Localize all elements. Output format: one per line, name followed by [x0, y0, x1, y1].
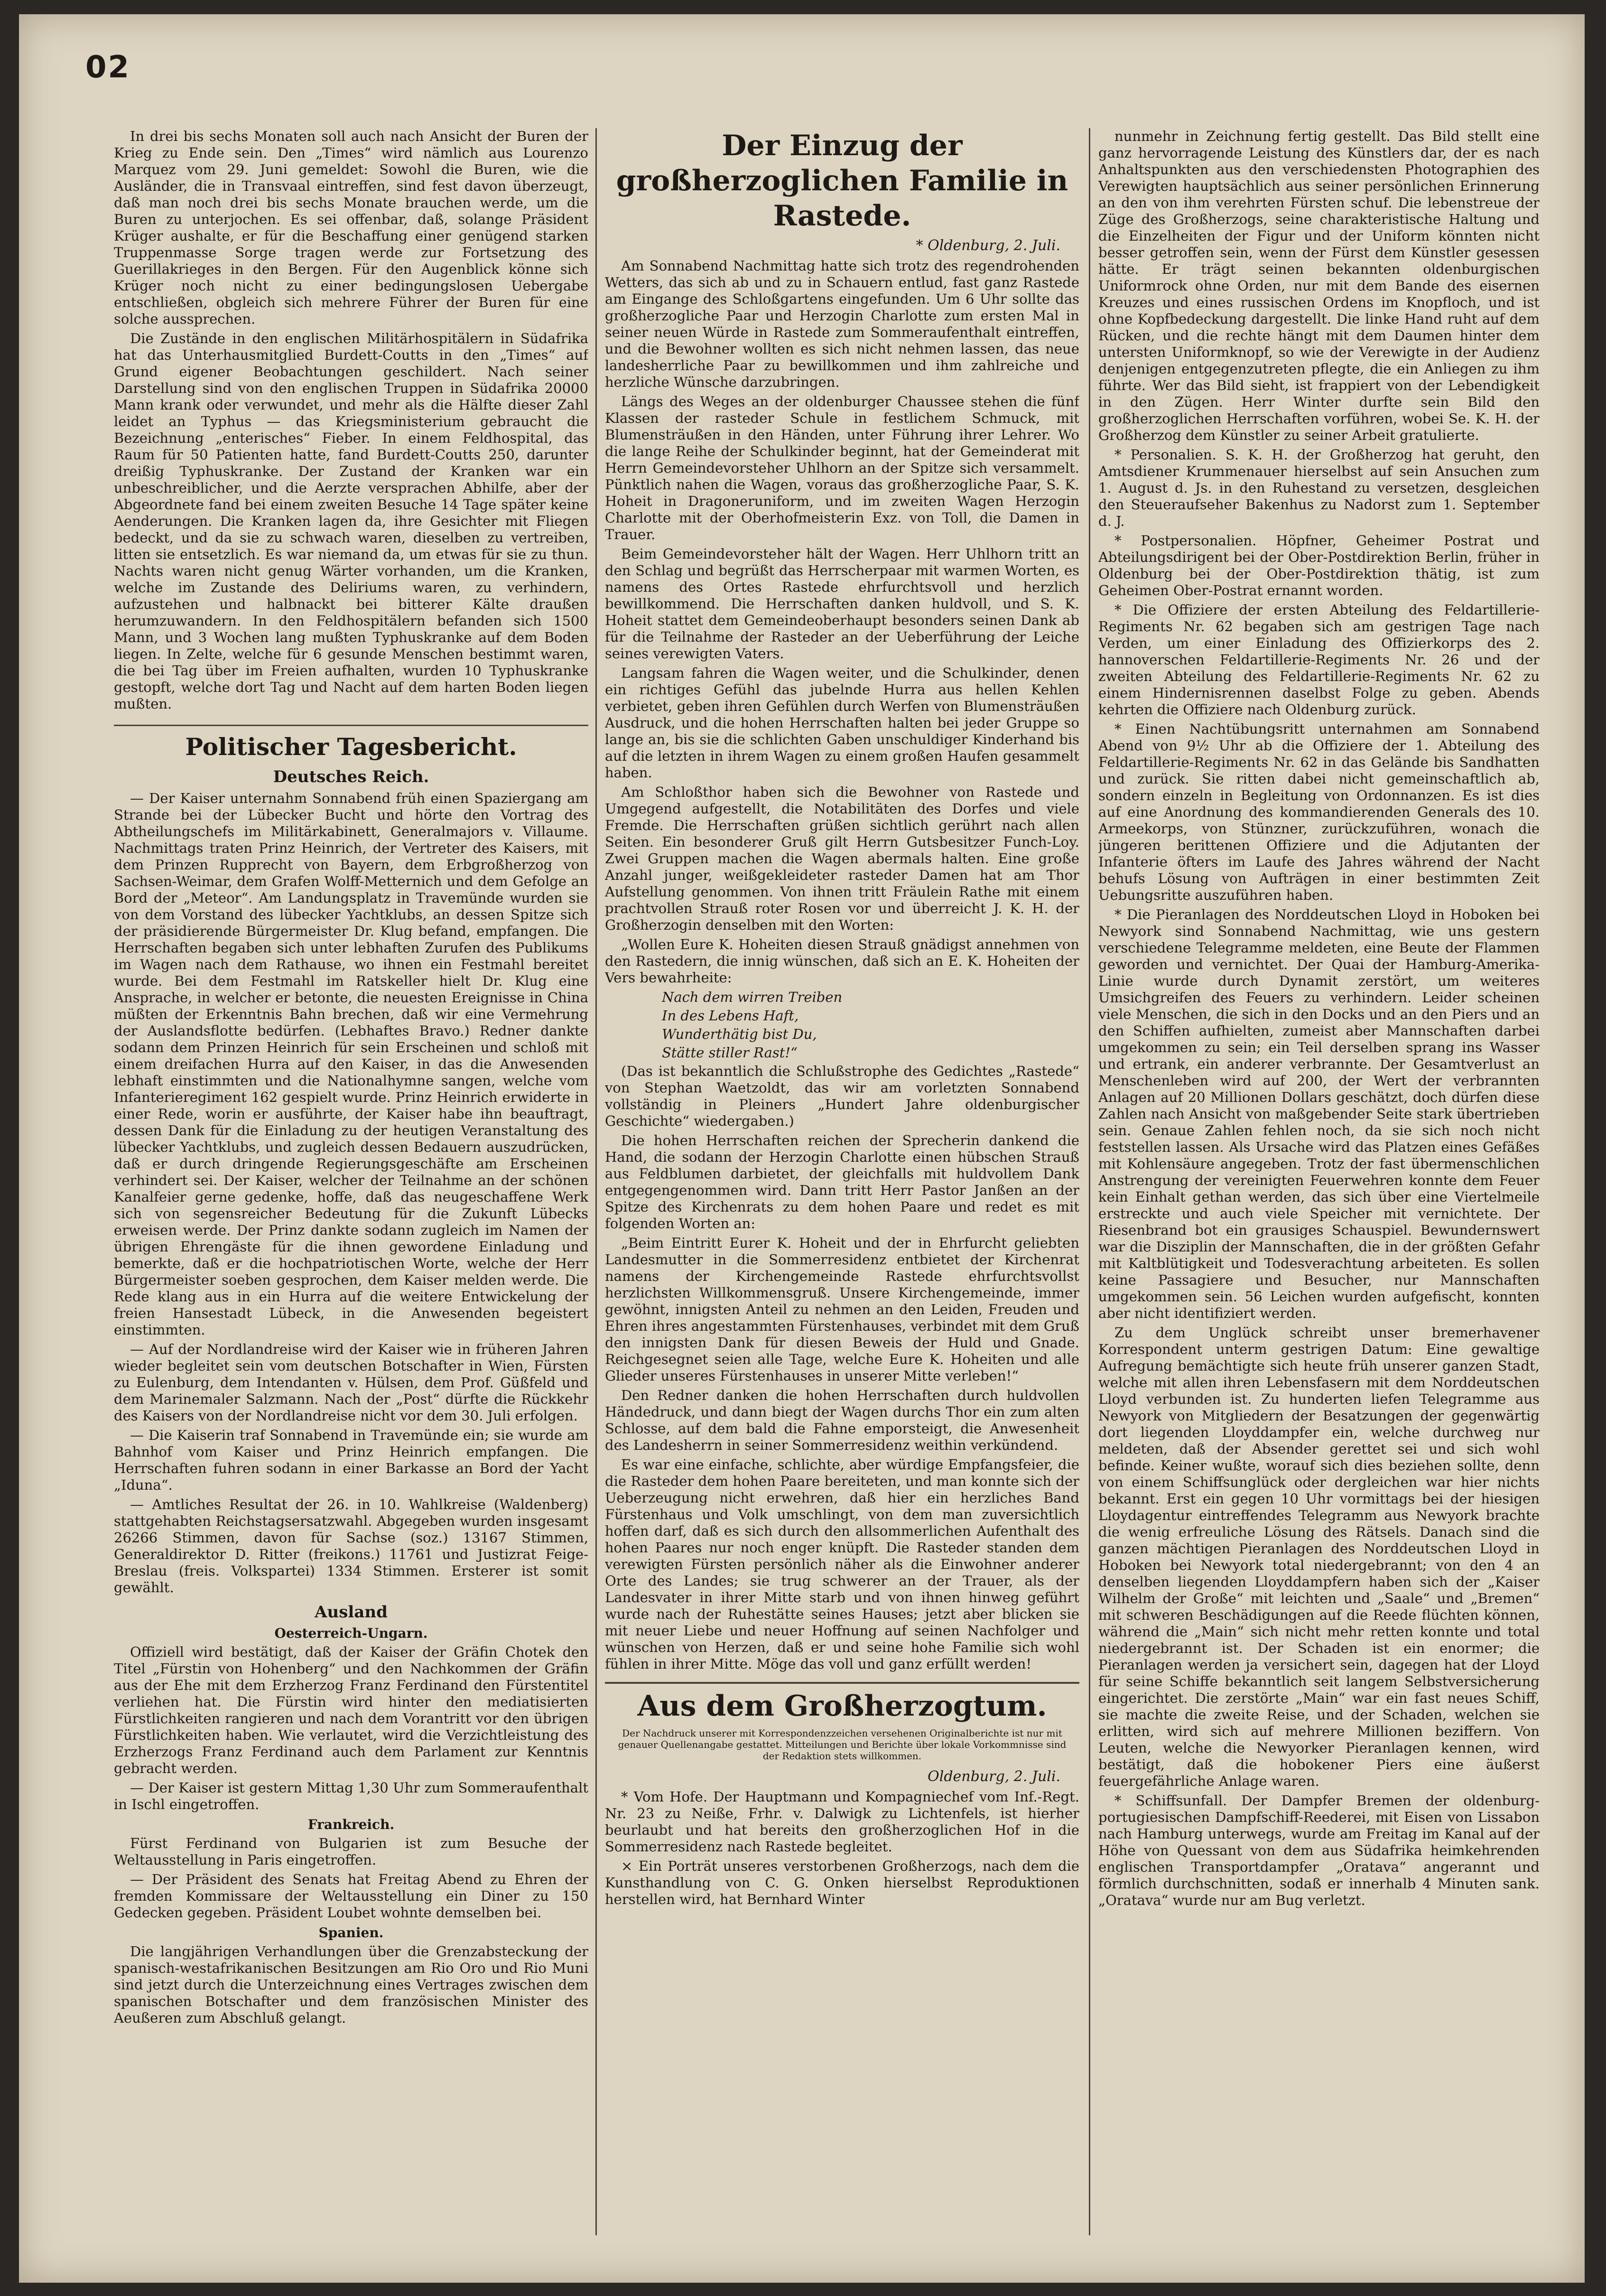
article-rastede-p10: Den Redner danken die hohen Herrschaften durch huldvollen Händedruck, und dann biegt der Wagen durchs Thor ein zum alten Schlosse, auf dem bald die Fahne emporsteigt, die Anwesenheit des Landesherrn in seiner Sommerresidenz weithin verkündend.: [605, 1387, 1079, 1453]
article-election: — Amtliches Resultat der 26. in 10. Wahlkreise (Waldenberg) stattgehabten Reichstagsersatzwahl. Abgegeben wurden insgesamt 26266 Stimmen, davon für Sachse (soz.) 13167 Stimmen, Generaldirektor D. Ritter (freikons.) 11761 und Justizrat Feige-Breslau (freis. Volkspartei) 1334 Stimmen. Ersterer ist somit gewählt.: [114, 1496, 588, 1596]
article-pieranlagen: * Die Pieranlagen des Norddeutschen Lloyd in Hoboken bei Newyork sind Sonnabend Nachmittag, wie uns gestern verschiedene Telegramme meldeten, eine Beute der Flammen geworden und vernichtet. Der Quai der Hamburg-Amerika-Linie wurde durch Dynamit zerstört, um weiteres Umsichgreifen des Feuers zu verhindern. Leider scheinen viele Menschen, die sich in den Docks und an den Piers und an den Schiffen aufhielten, zumeist aber Mannschaften darbei umgekommen zu sein; ein Teil derselben sprang ins Wasser und ertrank, ein anderer verbrannte. Der Gesamtverlust an Menschenleben wird auf 200, der Wert der verbrannten Anlagen auf 20 Millionen Dollars geschätzt, doch dürfen diese Zahlen nach Ansicht von maßgebender Seite stark übertrieben sein. Genaue Zahlen fehlen noch, da sie sich noch nicht feststellen lassen. Als Ursache wird das Platzen eines Gefäßes mit Kohlensäure angegeben. Trotz der fast übermenschlichen Anstrengung der vereinigten Feuerwehren konnte dem Feuer kein Einhalt gethan werden, das sich über eine Viertelmeile erstreckte und auch viele Speicher mit vernichtete. Der Riesenbrand bot ein grausiges Schauspiel. Bewundernswert war die Disziplin der Mannschaften, die in der größten Gefahr mit Kaltblütigkeit und Todesverachtung arbeiteten. Es sollen keine Passagiere und Besucher, nur Mannschaften umgekommen sein. 56 Leichen wurden aufgefischt, konnten aber nicht identifiziert werden.: [1098, 906, 1540, 1321]
subhead-oesterreich: Oesterreich-Ungarn.: [274, 1625, 428, 1641]
article-kaiser: — Der Kaiser unternahm Sonnabend früh einen Spaziergang am Strande bei der Lübecker Bucht und hörte den Vortrag des Abtheilungschefs im Militärkabinett, Generalmajors v. Villaume. Nachmittags traten Prinz Heinrich, der Vertreter des Kaisers, mit dem Prinzen Rupprecht von Bayern, dem Erbgroßherzog von Sachsen-Weimar, dem Grafen Wolff-Metternich und dem Gefolge an Bord der „Meteor“. Am Landungsplatz in Travemünde wurden sie von dem Vorstand des lübecker Yachtklubs, an dessen Spitze sich der präsidierende Bürgermeister Dr. Klug befand, empfangen. Die Herrschaften begaben sich unter lebhaften Zurufen des Publikums im Wagen nach dem Rathause, wo ihnen ein Festmahl bereitet wurde. Bei dem Festmahl im Ratskeller hielt Dr. Klug eine Ansprache, in welcher er betonte, die neuesten Ereignisse in China müßten der Erkenntnis Bahn brechen, daß wir eine Vermehrung der Auslandsflotte bedürfen. (Lebhaftes Bravo.) Redner dankte sodann dem Prinzen Heinrich für sein Erscheinen und schloß mit einem dreifachen Hurra auf den Kaiser, in das die Anwesenden lebhaft einstimmten und die Nationalhymne sangen, welche vom Infanterieregiment 162 gespielt wurde. Prinz Heinrich erwiderte in einer Rede, worin er ausführte, der Kaiser habe ihn beauftragt, dessen Dank für die Einladung zu der heutigen Veranstaltung des lübecker Yachtklubs, und zugleich dessen Bedauern auszudrücken, daß er durch dringende Regierungsgeschäfte am Erscheinen verhindert sei. Der Kaiser, welcher der Teilnahme an der schönen Kanalfeier gerne gedenke, hoffe, daß das neugeschaffene Werk sich von segensreicher Bedeutung für die Zukunft Lübecks erweisen werde. Der Prinz dankte sodann zugleich im Namen der übrigen Ehrengäste für die ihnen gewordene Einladung und bemerkte, daß er die hochpatriotischen Worte, welche der Herr Bürgermeister soeben gesprochen, dem Kaiser melden werde. Die Rede klang aus in ein Hurra auf die weitere Entwickelung der freien Hansestadt Lübeck, in die Anwesenden begeistert einstimmten.: [114, 790, 588, 1338]
article-rastede-p7: (Das ist bekanntlich die Schlußstrophe des Gedichtes „Rastede“ von Stephan Waetzoldt, das wir am vorletzten Sonnabend vollständig in Pleiners „Hundert Jahre oldenburgischer Geschichte“ wiedergaben.): [605, 1063, 1079, 1129]
newspaper-page: [19, 14, 1585, 2283]
article-schiffsunfall: * Schiffsunfall. Der Dampfer Bremen der oldenburg-portugiesischen Dampfschiff-Reederei, mit Eisen von Lissabon nach Hamburg unterwegs, wurde am Freitag im Kanal auf der Höhe von Quessant von dem aus Südafrika heimkehrenden englischen Transportdampfer „Oratava“ angerannt und förmlich durchschnitten, sodaß er innerhalb 4 Minuten sank. „Oratava“ wurde nur am Bug verletzt.: [1098, 1792, 1540, 1908]
article-offiziere: * Die Offiziere der ersten Abteilung des Feldartillerie-Regiments Nr. 62 begaben sich am gestrigen Tage nach Verden, um einer Einladung des Offizierkorps des 2. hannoverschen Feldartillerie-Regiments Nr. 26 und der zweiten Abteilung des Feldartillerie-Regiments Nr. 62 zu einem Hindernisrennen daselbst Folge zu geben. Abends kehrten die Offiziere nach Oldenburg zurück.: [1098, 602, 1540, 718]
poem-line: Nach dem wirren Treiben: [662, 989, 843, 1005]
column-2: [605, 128, 1079, 2226]
article-military-hospitals: Die Zustände in den englischen Militärhospitälern in Südafrika hat das Unterhausmitglied Burdett-Coutts in den „Times“ auf Grund eigener Beobachtungen geschildert. Nach seiner Darstellung sind von den englischen Truppen in Südafrika 20000 Mann krank oder verwundet, und mehr als die Hälfte dieser Zahl leidet an Typhus — das Kriegsministerium gebraucht die Bezeichnung „enterisches“ Fieber. In einem Feldhospital, das Raum für 50 Patienten hatte, fand Burdett-Coutts 250, darunter dreißig Typhuskranke. Der Zustand der Kranken war ein unbeschreiblicher, und die Aerzte versprachen Abhilfe, aber der Abgeordnete fand bei einem zweiten Besuche 14 Tage später keine Aenderungen. Die Kranken lagen da, ihre Gesichter mit Fliegen bedeckt, und da sie zu schwach waren, dieselben zu vertreiben, litten sie entsetzlich. Es war niemand da, um etwas für sie zu thun. Nachts waren nicht genug Wärter vorhanden, um die Kranken, welche im Zustande des Deliriums waren, zu verhindern, aufzustehen und halbnackt bei bitterer Kälte draußen herumzuwandern. In den Feldhospitälern befanden sich 1500 Mann, und 3 Wochen lang mußten Typhuskranke auf dem Boden liegen. In Zelte, welche für 6 gesunde Menschen bestimmt waren, die bei Tag über im Freien aufhalten, wurden 10 Typhuskranke gestopft, welche dort Tag und Nacht auf dem harten Boden liegen mußten.: [114, 330, 588, 712]
article-rastede-p5: Am Schloßthor haben sich die Bewohner von Rastede und Umgegend aufgestellt, die Notabilitäten des Dorfes und viele Fremde. Die Herrschaften grüßen sichtlich gerührt nach allen Seiten. Ein besonderer Gruß gilt Herrn Gutsbesitzer Funch-Loy. Zwei Gruppen machen die Wagen abermals halten. Eine große Anzahl junger, weißgekleideter rasteder Damen hat am Thor Aufstellung genommen. Von ihnen tritt Fräulein Rathe mit einem prachtvollen Strauß roter Rosen vor und überreicht J. K. H. der Großherzogin denselben mit den Worten:: [605, 784, 1079, 933]
article-ischl: — Der Kaiser ist gestern Mittag 1,30 Uhr zum Sommeraufenthalt in Ischl eingetroffen.: [114, 1780, 588, 1812]
dateline: Oldenburg, 2. Juli.: [928, 1768, 1060, 1785]
column-rule: [595, 128, 597, 2235]
column-1: [114, 128, 588, 2226]
article-rastede-p3: Beim Gemeindevorsteher hält der Wagen. Herr Uhlhorn tritt an den Schlag und begrüßt das Herrscherpaar mit warmen Worten, es namens des Ortes Rastede ehrfurchtsvoll und herzlich bewillkommend. Die Herrschaften danken huldvoll, und S. K. Hoheit stattet dem Gemeindeoberhaupt besonders seinen Dank ab für die Teilnahme der Rasteder an der Ueberführung der Leiche seines verewigten Vaters.: [605, 546, 1079, 662]
article-rastede-p1: Am Sonnabend Nachmittag hatte sich trotz des regendrohenden Wetters, das sich ab und zu in Schauern entlud, fast ganz Rastede am Eingange des Schloßgartens eingefunden. Um 6 Uhr sollte das großherzogliche Paar und Herzogin Charlotte zum ersten Mal in seiner neuen Würde in Rastede zum Sommeraufenthalt eintreffen, und die Bewohner wollten es sich nicht nehmen lassen, das neue landesherrliche Paar zu bewillkommen und ihm zahlreiche und herzliche Wünsche darzubringen.: [605, 258, 1079, 390]
poem-line: Wunderthätig bist Du,: [662, 1026, 817, 1042]
article-vom-hofe: * Vom Hofe. Der Hauptmann und Kompagniechef vom Inf.-Regt. Nr. 23 zu Neiße, Frhr. v. Dalwigk zu Lichtenfels, ist hierher beurlaubt und hat bereits den großherzoglichen Hof in die Sommerresidenz nach Rastede begleitet.: [605, 1789, 1079, 1855]
section-title-politics: Politischer Tagesbericht.: [114, 725, 588, 761]
article-nordlandreise: — Auf der Nordlandreise wird der Kaiser wie in früheren Jahren wieder begleitet sein vom deutschen Botschafter in Wien, Fürsten zu Eulenburg, dem Intendanten v. Hülsen, dem Prof. Güßfeld und dem Marinemaler Salzmann. Nach der „Post“ dürfte die Rückkehr des Kaisers von der Nordlandreise nicht vor dem 30. Juli erfolgen.: [114, 1341, 588, 1424]
subhead-frankreich: Frankreich.: [307, 1817, 395, 1832]
article-spain: Die langjährigen Verhandlungen über die Grenzabsteckung der spanisch-westafrikanischen Besitzungen am Rio Oro und Rio Muni sind jetzt durch die Unterzeichnung eines Vertrages zwischen dem spanischen Botschafter und dem französischen Minister des Aeußeren zum Abschluß gelangt.: [114, 1943, 588, 2026]
subhead-spanien: Spanien.: [318, 1925, 384, 1941]
article-boer-war: In drei bis sechs Monaten soll auch nach Ansicht der Buren der Krieg zu Ende sein. Den „Times“ wird nämlich aus Lourenzo Marquez vom 29. Juni gemeldet: Sowohl die Buren, wie die Ausländer, die in Transvaal eintreffen, sind fest davon überzeugt, daß man noch drei bis sechs Monate brauchen werde, um die Buren zu unterjochen. Es sei offenbar, daß, solange Präsident Krüger aushalte, er für die Beschaffung einer genügend starken Truppenmasse Sorge tragen werde zur Fortsetzung des Guerillakrieges in den Bergen. Für den Augenblick könne sich Krüger noch nicht zu einer bedingungslosen Uebergabe entschließen, obgleich sich mehrere Führer der Buren für eine solche aussprechen.: [114, 128, 588, 327]
section-grossherzogtum: [605, 1682, 1079, 1908]
column-3: [1098, 128, 1540, 2226]
article-senate: — Der Präsident des Senats hat Freitag Abend zu Ehren der fremden Kommissare der Weltausstellung ein Diner zu 150 Gedecken gegeben. Präsident Loubet wohnte demselben bei.: [114, 1871, 588, 1921]
article-rastede-p9: „Beim Eintritt Eurer K. Hoheit und der in Ehrfurcht geliebten Landesmutter in die Sommerresidenz entbietet der Kirchenrat namens der Kirchengemeinde Rastede ehrfurchtsvollst herzlichsten Willkommensgruß. Unsere Kirchengemeinde, immer gewöhnt, innigsten Anteil zu nehmen an den Leiden, Freuden und Ehren ihres angestammten Fürstenhauses, verbindet mit dem Gruß den innigsten Dank für diesen Beweis der Huld und Gnade. Reichgesegnet seien alle Tage, welche Eure K. Hoheiten und alle Glieder unseres Fürstenhauses in unserer Mitte verleben!“: [605, 1235, 1079, 1384]
poem-line: In des Lebens Haft,: [662, 1008, 799, 1024]
column-rule: [1089, 128, 1090, 2235]
dateline: * Oldenburg, 2. Juli.: [916, 237, 1060, 254]
article-bremerhaven: Zu dem Unglück schreibt unser bremerhavener Korrespondent unterm gestrigen Datum: Eine gewaltige Aufregung bemächtigte sich heute früh unserer ganzen Stadt, welche mit allen ihren Lebensfasern mit dem Norddeutschen Lloyd verbunden ist. Zu hunderten liefen Telegramme aus Newyork von Mitgliedern der Besatzungen der gegenwärtig dort liegenden Lloyddampfer ein, welche durchweg nur meldeten, daß der Absender gerettet sei und sich wohl befinde. Keiner wußte, worauf sich dies beziehen sollte, denn von einem Schiffsunglück oder dergleichen war hier nichts bekannt. Erst ein gegen 10 Uhr vormittags bei der hiesigen Lloydagentur eintreffendes Telegramm aus Newyork brachte die wenig erfreuliche Lösung des Rätsels. Danach sind die ganzen mächtigen Pieranlagen des Norddeutschen Lloyd in Hoboken bei Newyork total niedergebrannt; von den 4 an denselben liegenden Lloyddampfern haben sich der „Kaiser Wilhelm der Große“ mit leichten und „Saale“ und „Bremen“ mit schweren Beschädigungen auf die Reede flüchten können, während die „Main“ sich nicht mehr retten konnte und total niedergebrannt ist. Der Schaden ist ein enormer; die Pieranlagen werden ja versichert sein, dagegen hat der Lloyd für seine Schiffe bekanntlich seit langem Selbstversicherung eingerichtet. Die zerstörte „Main“ war ein fast neues Schiff, sie machte die zweite Reise, und der Schaden, welchen sie erlitten, wird sich auf mehrere Millionen beziffern. Von Leuten, welche die Newyorker Pieranlagen kennen, wird bestätigt, daß die hobokener Piers eine äußerst feuergefährliche Anlage waren.: [1098, 1325, 1540, 1789]
article-portrait-cont: nunmehr in Zeichnung fertig gestellt. Das Bild stellt eine ganz hervorragende Leistung des Künstlers dar, der es nach Anhaltspunkten aus den verschiedensten Photographien des Verewigten hauptsächlich aus seiner persönlichen Erinnerung an den von ihm verehrten Fürsten schuf. Die lebenstreue der Züge des Großherzogs, seine charakteristische Haltung und die Einzelheiten der Figur und der Uniform könnten nicht besser getroffen sein, wenn der Fürst dem Künstler gesessen hätte. Er trägt seinen bekannten oldenburgischen Uniformrock ohne Orden, nur mit dem Bande des eisernen Kreuzes und eines russischen Ordens im Knopfloch, und ist ohne Kopfbedeckung dargestellt. Die linke Hand ruht auf dem Rücken, und die rechte hängt mit dem Daumen hinter dem untersten Uniformknopf, so wie der Verewigte in der Audienz denjenigen entgegenzutreten pflegte, die ein Anliegen zu ihm führte. Wer das Bild sieht, ist frappiert von der Lebendigkeit in den Zügen. Herr Winter durfte sein Bild den großherzoglichen Herrschaften vorführen, wobei Se. K. H. der Großherzog dem Künstler zu seiner Arbeit gratulierte.: [1098, 128, 1540, 443]
article-nachtuebung: * Einen Nachtübungsritt unternahmen am Sonnabend Abend von 9½ Uhr ab die Offiziere der 1. Abteilung des Feldartillerie-Regiments Nr. 62 in das Gelände bis Sandhatten und zurück. Sie ritten dabei nicht gemeinschaftlich ab, sondern einzeln in Begleitung von Ordonnanzen. Es ist dies auf eine Anordnung des kommandierenden Generals des 10. Armeekorps, von Stünzner, zurückzuführen, wonach die jüngeren berittenen Offiziere und die Adjutanten der Infanterie öfters im Laufe des Jahres während der Nacht behufs Lösung von Aufträgen in einer bestimmten Zeit Uebungsritte auszuführen haben.: [1098, 721, 1540, 903]
subhead-deutsches-reich: Deutsches Reich.: [273, 767, 429, 786]
poem-line: Stätte stiller Rast!“: [662, 1045, 798, 1061]
article-portrait: × Ein Porträt unseres verstorbenen Großherzogs, nach dem die Kunsthandlung von C. G. Onken hierselbst Reproduktionen herstellen wird, hat Bernhard Winter: [605, 1858, 1079, 1907]
article-rastede-p8: Die hohen Herrschaften reichen der Sprecherin dankend die Hand, die sodann der Herzogin Charlotte einen hübschen Strauß aus Feldblumen darbietet, der gleichfalls mit huldvollem Dank entgegengenommen wird. Dann tritt Herr Pastor Janßen an der Spitze des Kirchenrats zu dem hohen Paare und redet es mit folgenden Worten an:: [605, 1132, 1079, 1232]
article-kaiserin: — Die Kaiserin traf Sonnabend in Travemünde ein; sie wurde am Bahnhof vom Kaiser und Prinz Heinrich empfangen. Die Herrschaften fuhren sodann in einer Barkasse an Bord der Yacht „Iduna“.: [114, 1427, 588, 1493]
article-chotek: Offiziell wird bestätigt, daß der Kaiser der Gräfin Chotek den Titel „Fürstin von Hohenberg“ und den Nachkommen der Gräfin aus der Ehe mit dem Erzherzog Franz Ferdinand den Fürstentitel verliehen hat. Die Fürstin wird hinter den mediatisierten Fürstlichkeiten rangieren und nach dem Vorantritt vor den übrigen Fürstlichkeiten haben. Wie verlautet, wird die Verzichtleistung des Erzherzogs Franz Ferdinand auch dem Parlament zur Kenntnis gebracht werden.: [114, 1644, 588, 1776]
article-bulgaria: Fürst Ferdinand von Bulgarien ist zum Besuche der Weltausstellung in Paris eingetroffen.: [114, 1835, 588, 1868]
headline-rastede: Der Einzug der großherzoglichen Familie in Rastede.: [616, 129, 1068, 233]
article-rastede-p6: „Wollen Eure K. Hoheiten diesen Strauß gnädigst annehmen von den Rastedern, die innig wünschen, daß sich an E. K. Hoheiten der Vers bewahrheite:: [605, 936, 1079, 986]
subhead-ausland: Ausland: [315, 1603, 388, 1622]
article-postpersonalien: * Postpersonalien. Höpfner, Geheimer Postrat und Abteilungsdirigent bei der Ober-Postdirektion Berlin, früher in Oldenburg bei der Ober-Postdirektion thätig, ist zum Geheimen Ober-Postrat ernannt worden.: [1098, 532, 1540, 598]
reprint-note: Der Nachdruck unserer mit Korrespondenzzeichen versehenen Originalberichte ist nur mit genauer Quellenangabe gestattet. Mitteilungen und Berichte über lokale Vorkommnisse sind der Redaktion stets willkommen.: [618, 1727, 1067, 1762]
article-rastede-p2: Längs des Weges an der oldenburger Chaussee stehen die fünf Klassen der rasteder Schule in festlichem Schmuck, mit Blumensträußen in den Händen, unter Führung ihrer Lehrer. Wo die lange Reihe der Schulkinder beginnt, hat der Gemeinderat mit Herrn Gemeindevorsteher Uhlhorn an der Spitze sich versammelt. Pünktlich nahen die Wagen, voraus das großherzogliche Paar, S. K. Hoheit in Dragoneruniform, und im zweiten Wagen Herzogin Charlotte mit der Oberhofmeisterin Exz. von Toll, die Damen in Trauer.: [605, 393, 1079, 542]
page-number: 02: [85, 50, 131, 85]
article-personalien: * Personalien. S. K. H. der Großherzog hat geruht, den Amtsdiener Krummenauer hierselbst auf sein Ansuchen zum 1. August d. Js. in den Ruhestand zu versetzen, desgleichen den Steueraufseher Bakenhus zu Nadorst zum 1. September d. J.: [1098, 447, 1540, 529]
article-rastede-p4: Langsam fahren die Wagen weiter, und die Schulkinder, denen ein richtiges Gefühl das jubelnde Hurra aus hellen Kehlen verbietet, geben ihren Gefühlen durch Werfen von Blumensträußen Ausdruck, und die hohen Herrschaften halten bei jeder Gruppe so lange an, bis sie die schlichten Gaben unschuldiger Kinderhand bis auf die letzten in ihrem Wagen zu einem großen Haufen gesammelt haben.: [605, 665, 1079, 781]
article-rastede-p11: Es war eine einfache, schlichte, aber würdige Empfangsfeier, die die Rasteder dem hohen Paare bereiteten, und man konnte sich der Ueberzeugung nicht erwehren, daß hier ein herzliches Band Fürstenhaus und Volk umschlingt, von dem man zuversichtlich hoffen darf, daß es sich durch den allsommerlichen Aufenthalt des hohen Paares nur noch enger knüpft. Die Rasteder standen dem verewigten Fürsten persönlich näher als die Einwohner anderer Orte des Landes; sie trug schwerer an der Trauer, als der Landesvater in ihrer Mitte starb und von ihnen hinweg geführt wurde nach der Ruhestätte seines Hauses; jetzt aber blicken sie mit neuer Liebe und neuer Hoffnung auf seinen Nachfolger und wünschen von Herzen, daß er und seine hohe Familie sich wohl fühlen in ihrer Mitte. Möge das voll und ganz erfüllt werden!: [605, 1456, 1079, 1672]
section-title-grossherzogtum: Aus dem Großherzogtum.: [637, 1689, 1047, 1723]
